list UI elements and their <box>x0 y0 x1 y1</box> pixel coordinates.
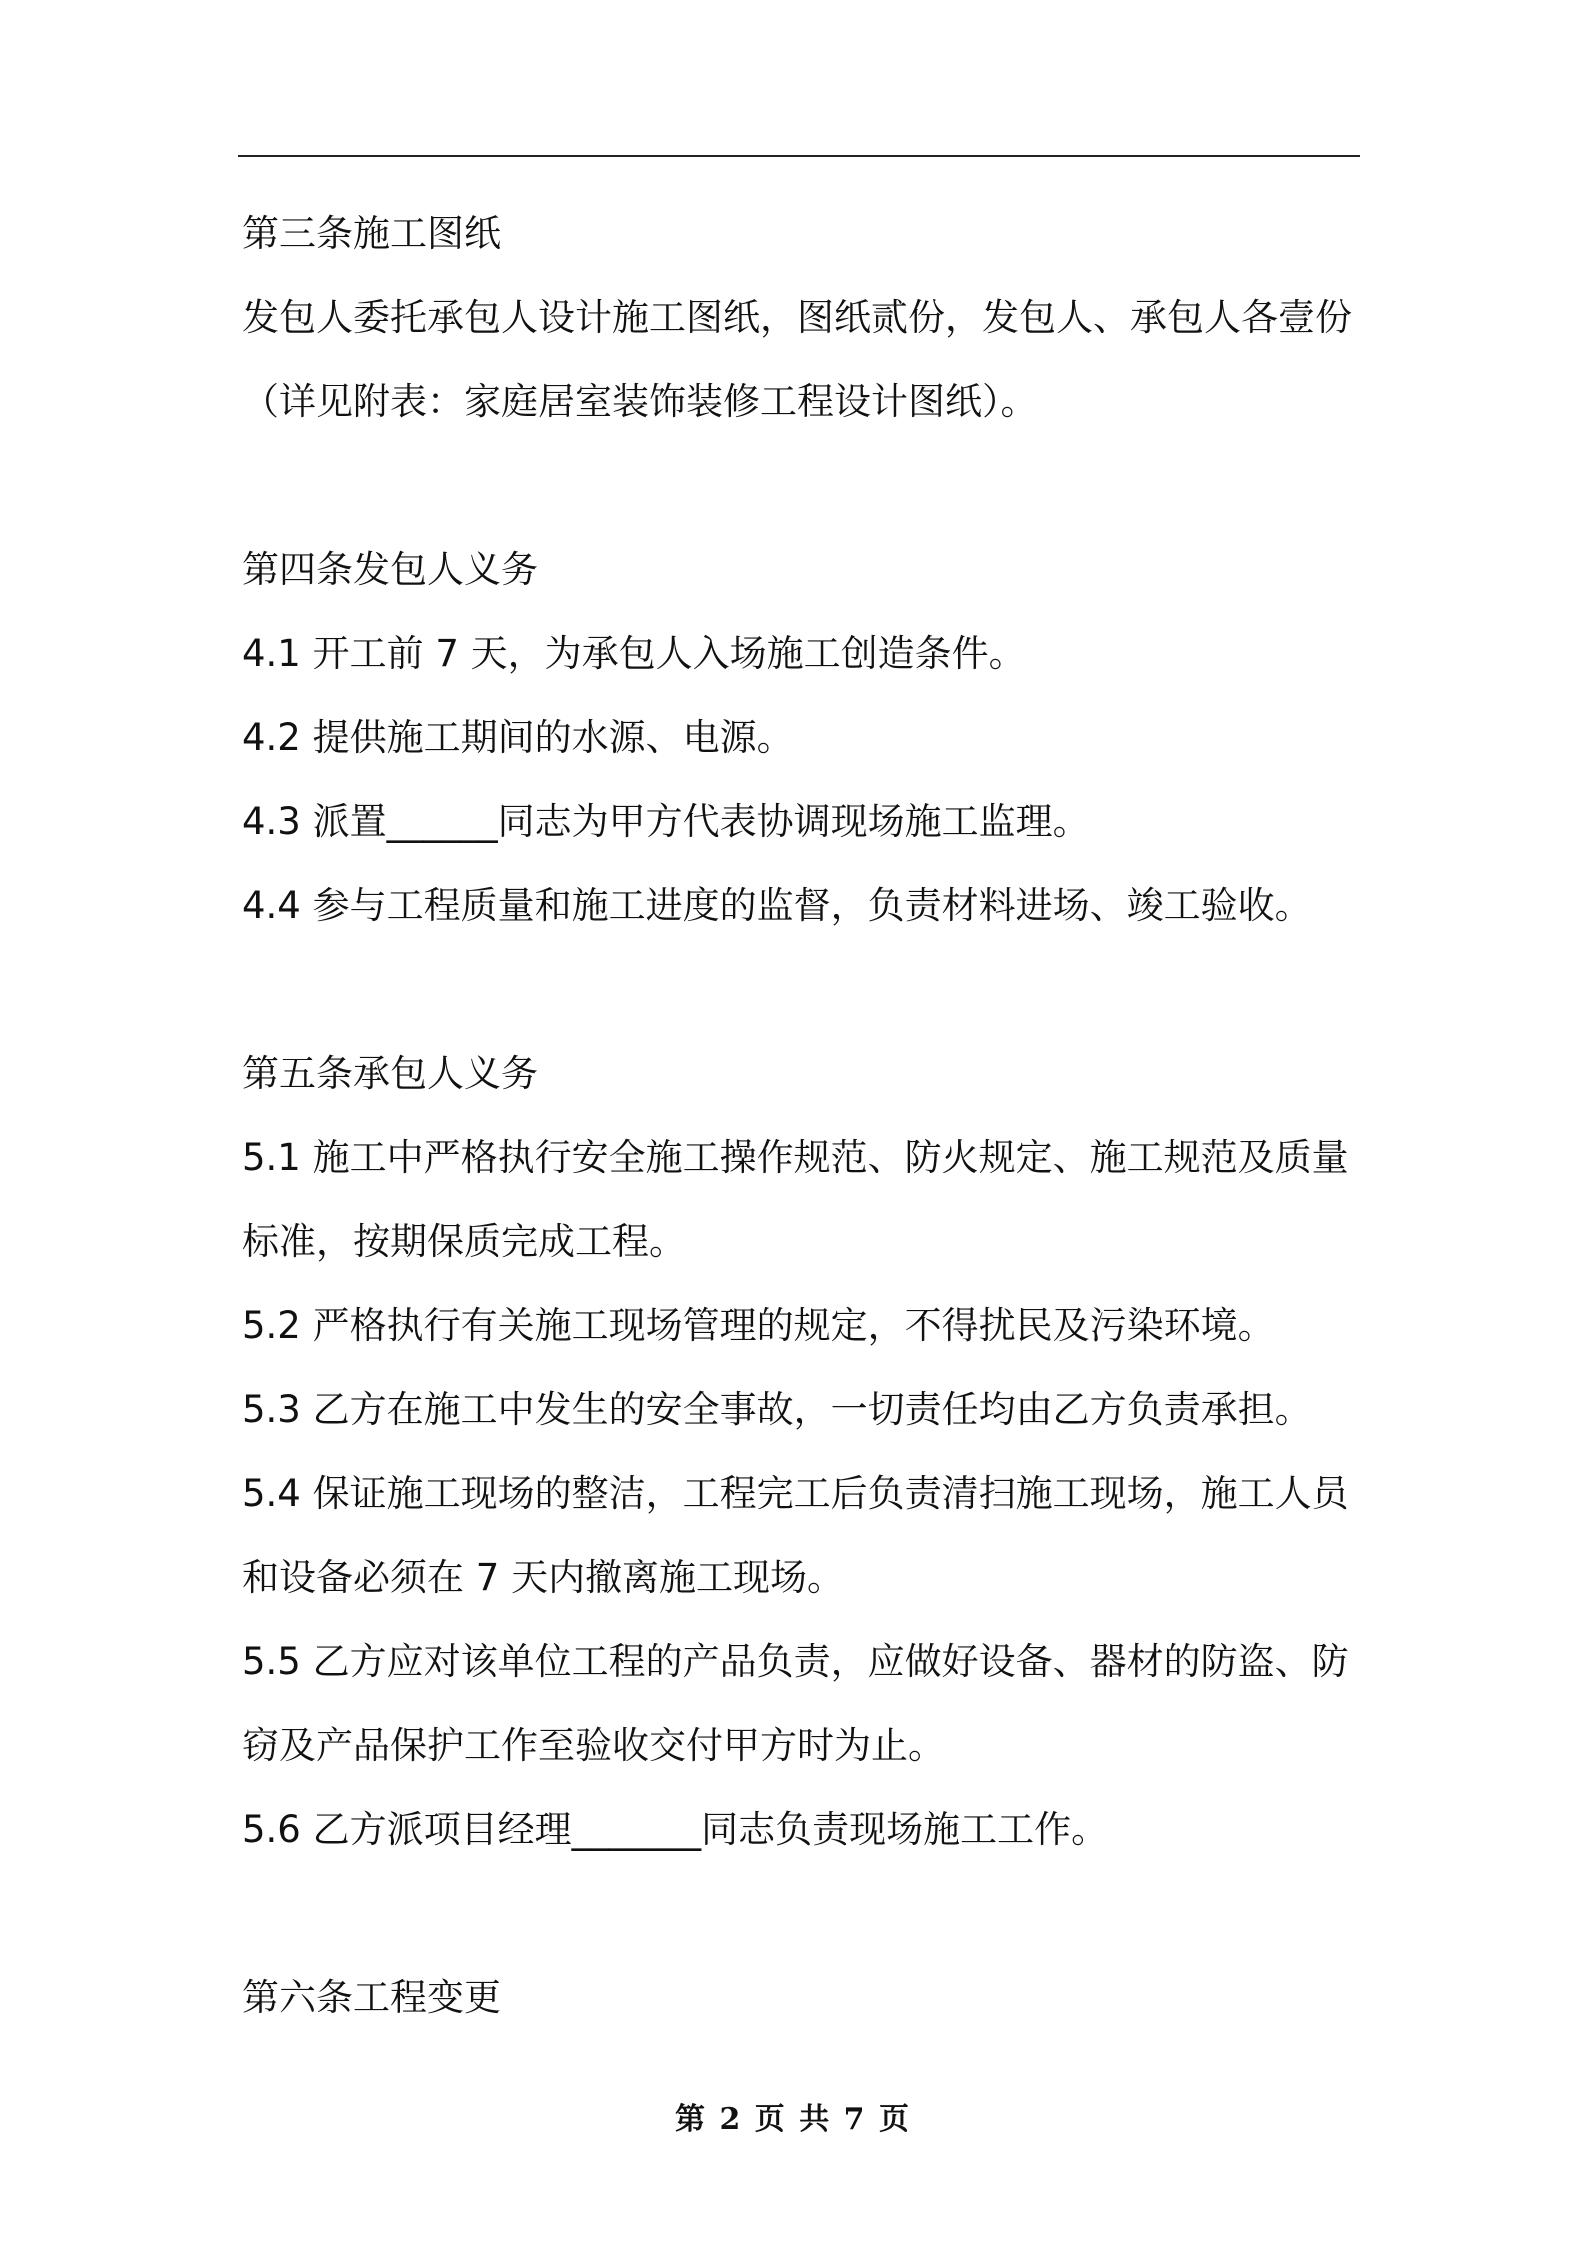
section-heading: 第三条施工图纸 <box>242 212 501 255</box>
paragraph-line: 发包人委托承包人设计施工图纸，图纸贰份，发包人、承包人各壹份 <box>242 296 1352 339</box>
section-heading: 第六条工程变更 <box>242 1976 501 2019</box>
clause-line: 5.3 乙方在施工中发生的安全事故，一切责任均由乙方负责承担。 <box>242 1388 1312 1431</box>
section-spacer <box>242 444 1362 528</box>
clause-line: 和设备必须在 7 天内撤离施工现场。 <box>242 1556 845 1599</box>
clause-line: 5.6 乙方派项目经理_______同志负责现场施工工作。 <box>242 1808 1109 1851</box>
clause-line: 标准，按期保质完成工程。 <box>242 1220 686 1263</box>
clause-line: 4.2 提供施工期间的水源、电源。 <box>242 716 794 759</box>
section-heading: 第五条承包人义务 <box>242 1052 538 1095</box>
clause-line: 4.4 参与工程质量和施工进度的监督，负责材料进场、竣工验收。 <box>242 884 1312 927</box>
section-heading: 第四条发包人义务 <box>242 548 538 591</box>
paragraph-line: （详见附表：家庭居室装饰装修工程设计图纸）。 <box>242 380 1038 423</box>
clause-line: 5.4 保证施工现场的整洁，工程完工后负责清扫施工现场，施工人员 <box>242 1472 1349 1515</box>
section-spacer <box>242 948 1362 1032</box>
clause-line: 5.1 施工中严格执行安全施工操作规范、防火规定、施工规范及质量 <box>242 1136 1349 1179</box>
header-rule <box>238 155 1360 157</box>
clause-line: 4.1 开工前 7 天，为承包人入场施工创造条件。 <box>242 632 1026 675</box>
clause-line: 5.5 乙方应对该单位工程的产品负责，应做好设备、器材的防盗、防 <box>242 1640 1349 1683</box>
clause-line: 窃及产品保护工作至验收交付甲方时为止。 <box>242 1724 945 1767</box>
page-number: 第 2 页 共 7 页 <box>675 2102 911 2137</box>
document-body <box>242 192 1362 2040</box>
section-spacer <box>242 1872 1362 1956</box>
clause-line: 5.2 严格执行有关施工现场管理的规定，不得扰民及污染环境。 <box>242 1304 1275 1347</box>
clause-line: 4.3 派置______同志为甲方代表协调现场施工监理。 <box>242 800 1090 843</box>
